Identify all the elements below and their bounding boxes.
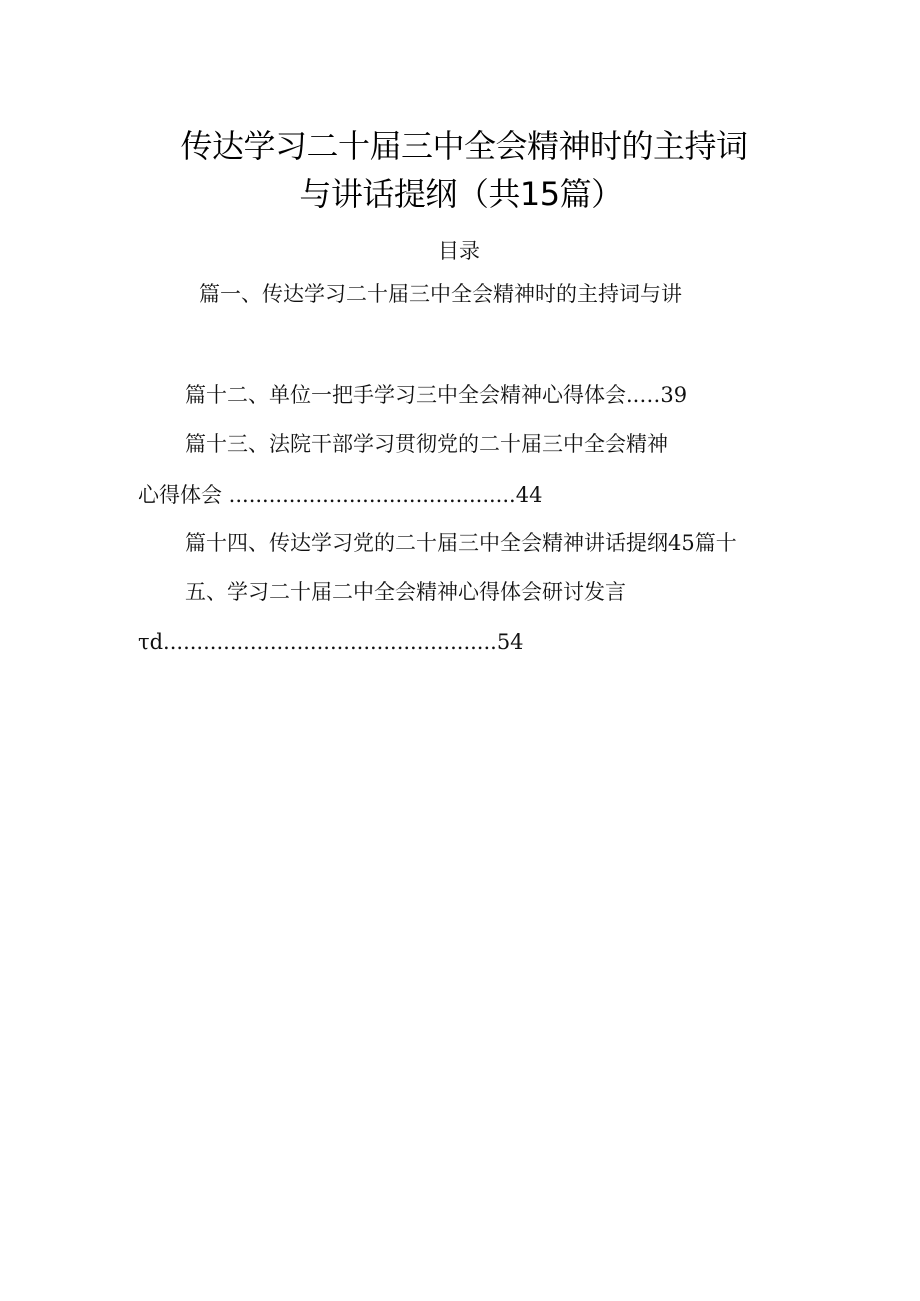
document-title [0,122,920,218]
toc-line: 篇十四、传达学习党的二十届三中全会精神讲话提纲45篇十 [185,531,737,555]
document-title-line-2: 与讲话提纲（共15篇） [299,175,623,213]
toc-line: 心得体会 ...........................................44 [138,483,543,507]
toc-heading: 目录 [438,239,480,263]
document-title-line-1: 传达学习二十届三中全会精神时的主持词 [180,127,748,165]
toc-line: 五、学习二十届二中全会精神心得体会研讨发言 [185,580,626,604]
toc-line: 篇十二、单位一把手学习三中全会精神心得体会..…39 [185,383,688,407]
toc-line: 篇十三、法院干部学习贯彻党的二十届三中全会精神 [185,432,668,456]
toc-line: 篇一、传达学习二十届三中全会精神时的主持词与讲 [199,282,682,306]
toc-line: τd..................................................54 [138,630,524,654]
